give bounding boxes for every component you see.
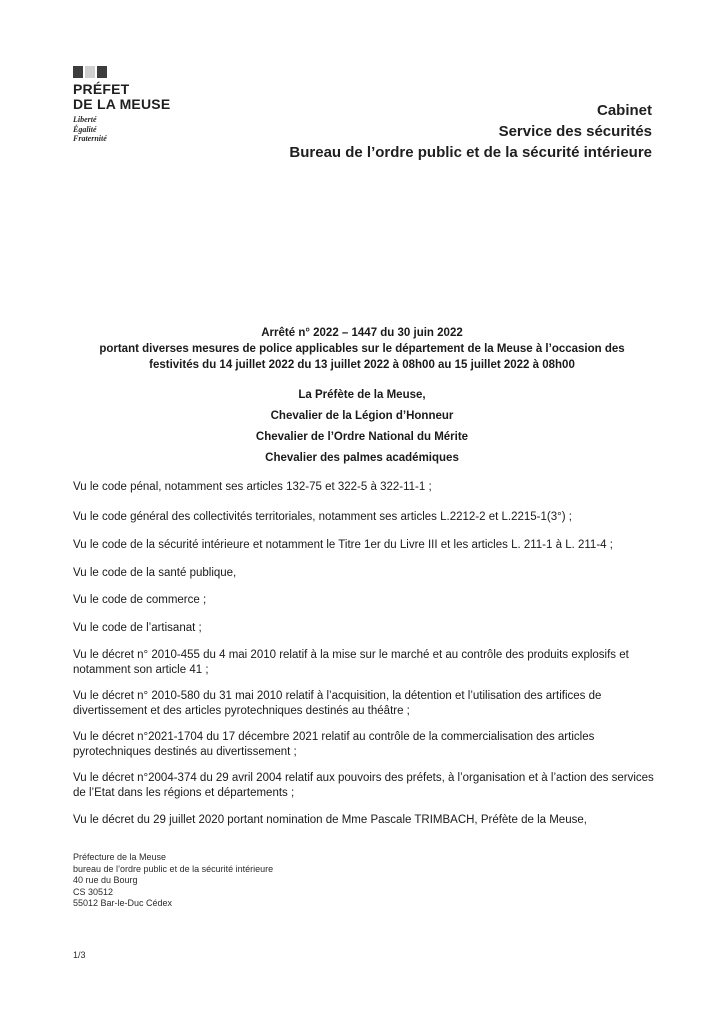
decree-subject-2: festivités du 14 juillet 2022 du 13 juillet 2022 à 08h00 au 15 juillet 2022 à 08h00	[149, 359, 575, 371]
footer-line: 55012 Bar-le-Duc Cédex	[73, 898, 173, 908]
signer-honour-3: Chevalier des palmes académiques	[265, 452, 459, 464]
visa-item: Vu le décret n°2004-374 du 29 avril 2004 relatif aux pouvoirs des préfets, à l’organisation et à l’action des services de l’Etat dans les régions et départements ;	[73, 772, 654, 799]
decree-title	[60, 325, 664, 373]
visa-item: Vu le décret n° 2010-455 du 4 mai 2010 relatif à la mise sur le marché et au contrôle des produits explosifs et notamment son article 41 ;	[73, 649, 629, 676]
visa-item: Vu le code de la sécurité intérieure et notamment le Titre 1er du Livre III et les articles L. 211-1 à L. 211-4 ;	[73, 539, 613, 551]
logo-line-1: PRÉFET	[73, 81, 130, 97]
header-cabinet: Cabinet	[596, 102, 652, 119]
visa-item: Vu le code de l’artisanat ;	[73, 622, 202, 634]
signer-honour-2: Chevalier de l’Ordre National du Mérite	[255, 431, 469, 443]
visa-item: Vu le décret du 29 juillet 2020 portant nomination de Mme Pascale TRIMBACH, Préfète de la Meuse,	[73, 814, 587, 826]
visa-item: Vu le code de commerce ;	[73, 594, 207, 606]
header-service: Service des sécurités	[498, 123, 652, 140]
footer-line: CS 30512	[73, 886, 114, 897]
issuing-service	[289, 100, 652, 163]
motto-egalite: Égalité	[73, 124, 97, 134]
footer-line: Préfecture de la Meuse	[73, 852, 167, 862]
signer-block	[150, 385, 574, 469]
visa-item: Vu le décret n° 2010-580 du 31 mai 2010 relatif à l’acquisition, la détention et l’utilisation des artifices de divertissement et des articles pyrotechniques destinés au théâtre ;	[73, 690, 602, 717]
footer-line: 40 rue du Bourg	[73, 875, 138, 885]
marianne-flag-icon	[73, 66, 170, 78]
motto-liberte: Liberté	[73, 115, 97, 124]
signer-honour-1: Chevalier de la Légion d’Honneur	[270, 410, 454, 422]
footer-line: bureau de l’ordre public et de la sécurité intérieure	[73, 863, 274, 874]
decree-subject-1: portant diverses mesures de police applicables sur le département de la Meuse à l’occasion des	[99, 343, 625, 355]
signer-name: La Préfète de la Meuse,	[298, 389, 426, 401]
header-bureau: Bureau de l’ordre public et de la sécurité intérieure	[289, 144, 652, 161]
decree-number: Arrêté n° 2022 – 1447 du 30 juin 2022	[261, 327, 463, 339]
footer-address	[73, 852, 273, 910]
prefecture-logo	[73, 66, 170, 144]
visa-item: Vu le code général des collectivités territoriales, notamment ses articles L.2212-2 et L.2215-1(3°) ;	[73, 511, 572, 523]
visa-item: Vu le décret n°2021-1704 du 17 décembre 2021 relatif au contrôle de la commercialisation des articles pyrotechniques destinés au divertissement ;	[73, 731, 595, 758]
page-number: 1/3	[73, 950, 86, 960]
visa-item: Vu le code de la santé publique,	[73, 567, 237, 579]
republic-motto	[73, 115, 170, 144]
logo-line-2: DE LA MEUSE	[73, 96, 171, 112]
visa-item: Vu le code pénal, notamment ses articles 132-75 et 322-5 à 322-11-1 ;	[73, 481, 432, 493]
motto-fraternite: Fraternité	[73, 134, 107, 143]
